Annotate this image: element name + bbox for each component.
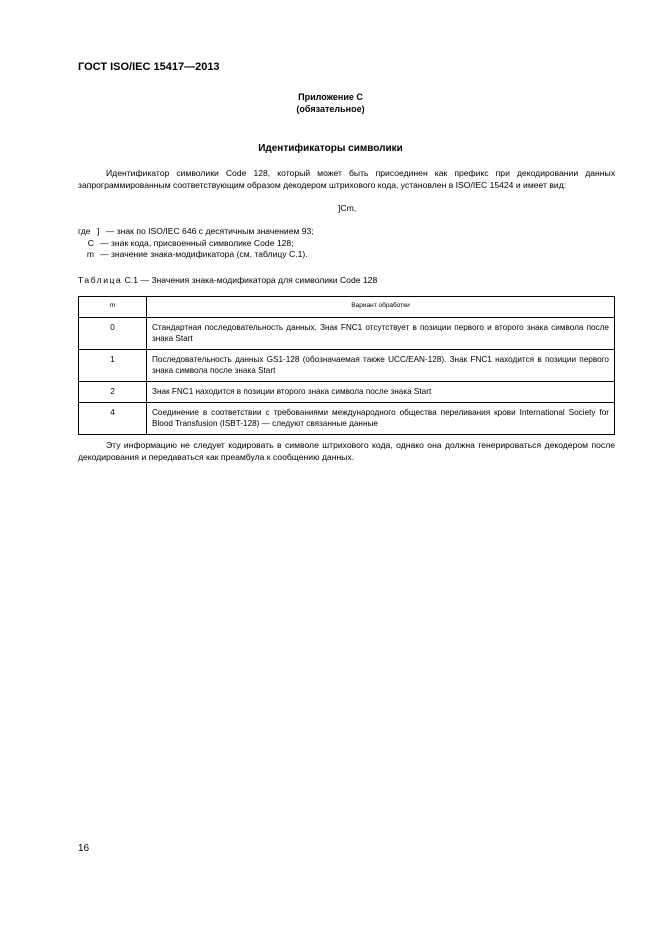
symbology-identifier-formula: ]Cm, xyxy=(338,203,357,213)
modifier-values-table xyxy=(78,296,615,435)
definition-prefix: где xyxy=(78,226,91,236)
appendix-subtitle: (обязательное) xyxy=(296,104,365,114)
table-row xyxy=(79,382,615,403)
table-cell-text: Знак FNC1 находится в позиции второго знака символа после знака Start xyxy=(147,382,615,403)
table-cell-m: 1 xyxy=(79,350,147,382)
table-caption-number: С.1 xyxy=(124,275,138,285)
table-cell-m: 2 xyxy=(79,382,147,403)
table-cell-text: Стандартная последовательность данных. Знак FNC1 отсутствует в позиции первого и второго знака символа после знака Start xyxy=(147,318,615,350)
table-cell-text: Последовательность данных GS1-128 (обозначаемая также UCC/EAN-128). Знак FNC1 находится в позиции первого знака символа после знака Start xyxy=(147,350,615,382)
page-number: 16 xyxy=(78,843,90,854)
closing-paragraph: Эту информацию не следует кодировать в символе штрихового кода, однако она должна генерироваться декодером после декодирования и передаваться как преамбула к сообщению данных. xyxy=(78,440,615,462)
intro-paragraph: Идентификатор символики Code 128, который может быть присоединен как префикс при декодировании данных запрограммированным соответствующим образом декодером штрихового кода, установлен в ISO/IEC 15424 и имеет вид: xyxy=(78,168,615,190)
table-caption-label: Таблица xyxy=(78,275,123,285)
table-caption xyxy=(78,275,377,285)
table-header-m: m xyxy=(79,297,147,318)
table-header-row xyxy=(79,297,615,318)
table-header-processing: Вариант обработки xyxy=(147,297,615,318)
table-row xyxy=(79,318,615,350)
table-cell-m: 0 xyxy=(79,318,147,350)
table-cell-text: Соединение в соответствии с требованиями международного общества переливания крови International Society for Blood Transfusion (ISBT-128) — следуют связанные данные xyxy=(147,403,615,435)
definition-symbol: m xyxy=(86,249,94,259)
table-cell-m: 4 xyxy=(79,403,147,435)
table-row xyxy=(79,403,615,435)
section-title: Идентификаторы символики xyxy=(258,143,403,154)
definitions-list xyxy=(78,226,314,261)
table-row xyxy=(79,350,615,382)
document-code-header: ГОСТ ISO/IEC 15417—2013 xyxy=(78,61,220,73)
definition-text: — знак по ISO/IEC 646 с десятичным значением 93; xyxy=(105,226,314,236)
table-caption-text: — Значения знака-модификатора для символики Code 128 xyxy=(140,275,378,285)
appendix-heading xyxy=(0,91,661,115)
definition-symbol: ] xyxy=(96,226,100,236)
definition-row xyxy=(78,249,314,261)
definition-text: — знак кода, присвоенный символике Code 128; xyxy=(100,237,294,248)
definition-row xyxy=(78,226,314,238)
definition-row xyxy=(78,238,314,250)
definition-text: — значение знака-модификатора (см. таблицу С.1). xyxy=(100,249,308,259)
definition-symbol: C xyxy=(87,237,94,248)
appendix-title: Приложение С xyxy=(298,92,363,102)
